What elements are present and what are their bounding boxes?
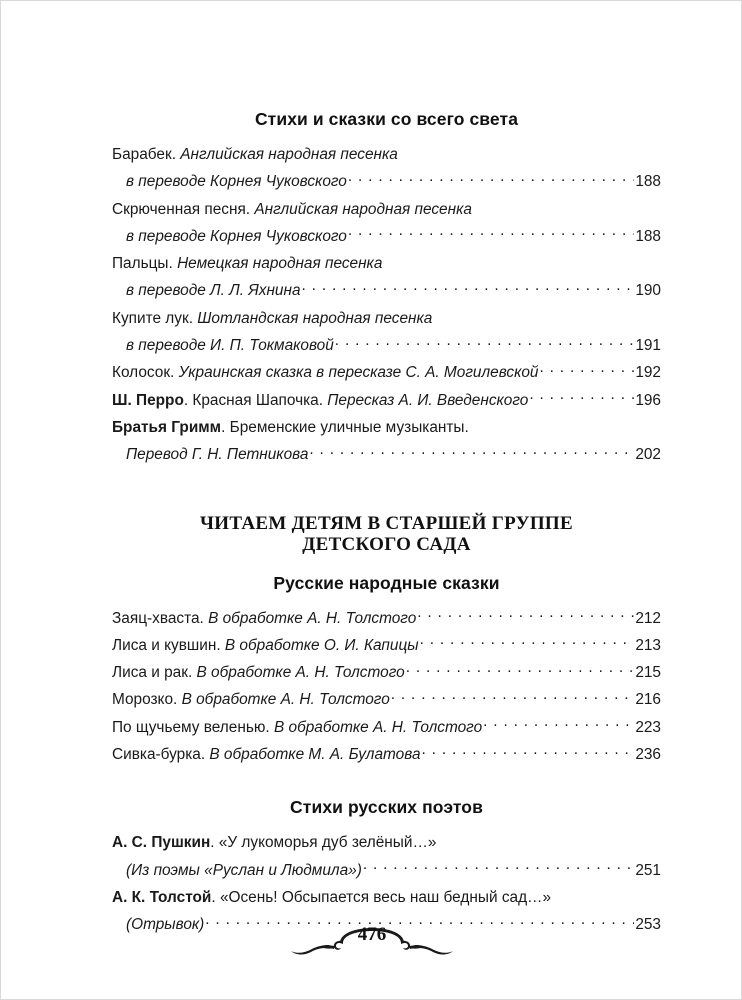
toc-entry-title: Сивка-бурка. В обработке М. А. Булатова — [112, 746, 421, 764]
toc-entry-title: Ш. Перро. Красная Шапочка. Пересказ А. И. Введенского — [112, 391, 529, 409]
section-heading-line-2: ДЕТСКОГО САДА — [302, 533, 471, 555]
toc-entry-title: Заяц-хваста. В обработке А. Н. Толстого — [112, 609, 417, 627]
toc-entry-line — [112, 332, 661, 359]
toc-entry-line — [112, 659, 661, 686]
toc-entry-line — [112, 632, 661, 659]
toc-entry-line — [112, 414, 661, 441]
toc-entry-line — [112, 605, 661, 632]
toc-page-number: 192 — [635, 364, 661, 382]
toc-entry-line — [112, 686, 661, 713]
toc-leader-dots — [406, 662, 635, 677]
toc-entry-title: По щучьему веленью. В обработке А. Н. Толстого — [112, 718, 483, 736]
toc-page-number: 188 — [635, 173, 661, 191]
toc-entry[interactable] — [112, 250, 661, 305]
toc-leader-dots — [417, 607, 634, 622]
toc-entry-title: Скрюченная песня. Английская народная песенка — [112, 200, 472, 218]
toc-entry-line — [112, 884, 661, 911]
subsection-heading-russian-folk-tales: Русские народные сказки — [273, 572, 500, 593]
toc-entry-title: в переводе Корнея Чуковского — [126, 227, 347, 245]
toc-leader-dots — [363, 859, 634, 874]
toc-entry-line — [112, 829, 661, 856]
toc-entry-line — [112, 223, 661, 250]
toc-entry-line — [112, 141, 661, 168]
toc-entry-title: Перевод Г. Н. Петникова — [126, 446, 309, 464]
toc-leader-dots — [539, 362, 634, 377]
toc-page-number: 236 — [635, 746, 661, 764]
toc-entry[interactable] — [112, 414, 661, 469]
toc-entry-line — [112, 441, 661, 468]
toc-page-number: 196 — [635, 391, 661, 409]
toc-entry[interactable] — [112, 741, 661, 768]
toc-entry[interactable] — [112, 359, 661, 386]
toc-page-number: 202 — [635, 446, 661, 464]
toc-entry-title: (Из поэмы «Руслан и Людмила») — [126, 861, 362, 879]
toc-content — [112, 1, 661, 939]
page-number: 476 — [357, 924, 387, 945]
toc-entry[interactable] — [112, 714, 661, 741]
toc-leader-dots — [309, 444, 634, 459]
toc-entry-line — [112, 387, 661, 414]
toc-entry[interactable] — [112, 196, 661, 251]
toc-entry-title: Барабек. Английская народная песенка — [112, 146, 398, 163]
toc-entry-title: А. К. Толстой. «Осень! Обсыпается весь наш бедный сад…» — [112, 888, 552, 906]
section-heading-world-poems: Стихи и сказки со всего света — [254, 109, 519, 129]
toc-entry-title: в переводе Корнея Чуковского — [126, 173, 347, 191]
toc-page-number: 212 — [635, 609, 661, 627]
toc-page-number: 188 — [635, 227, 661, 245]
toc-leader-dots — [335, 335, 635, 350]
toc-entry[interactable] — [112, 659, 661, 686]
toc-entry-title: А. С. Пушкин. «У лукоморья дуб зелёный…» — [112, 834, 437, 852]
toc-entry-line — [112, 714, 661, 741]
toc-entry[interactable] — [112, 141, 661, 196]
toc-entry-title: Пальцы. Немецкая народная песенка — [112, 255, 383, 273]
toc-entry-title: Братья Гримм. Бременские уличные музыканты. — [112, 418, 469, 436]
section-heading-older-group — [112, 513, 661, 555]
toc-page-number: 190 — [635, 282, 661, 300]
toc-entry-line — [112, 277, 661, 304]
toc-entry[interactable] — [112, 632, 661, 659]
toc-entry-line — [112, 857, 661, 884]
section-heading-line-1: ЧИТАЕМ ДЕТЯМ В СТАРШЕЙ ГРУППЕ — [200, 512, 573, 534]
toc-leader-dots — [302, 280, 635, 295]
toc-entry-line — [112, 359, 661, 386]
toc-leader-dots — [529, 389, 634, 404]
toc-entry-title: Колосок. Украинская сказка в пересказе С. А. Могилевской — [112, 364, 539, 382]
toc-entry-line — [112, 305, 661, 332]
entry-list-world-poems — [112, 141, 661, 469]
toc-entry[interactable] — [112, 387, 661, 414]
toc-leader-dots — [483, 716, 634, 731]
toc-entry-title: Купите лук. Шотландская народная песенка — [112, 309, 433, 327]
toc-entry-line — [112, 250, 661, 277]
toc-page-number: 253 — [635, 916, 661, 934]
toc-entry[interactable] — [112, 686, 661, 713]
toc-page-number: 215 — [635, 664, 661, 682]
footer-ornament — [277, 913, 467, 957]
entry-list-russian-folk-tales — [112, 605, 661, 769]
page-footer — [1, 913, 742, 962]
toc-entry-line — [112, 741, 661, 768]
toc-entry[interactable] — [112, 605, 661, 632]
toc-entry-title: Лиса и кувшин. В обработке О. И. Капицы — [112, 636, 419, 654]
toc-entry-title: в переводе Л. Л. Яхнина — [126, 282, 301, 300]
toc-entry-line — [112, 168, 661, 195]
toc-leader-dots — [420, 634, 635, 649]
toc-leader-dots — [422, 744, 635, 759]
toc-entry[interactable] — [112, 305, 661, 360]
toc-leader-dots — [348, 226, 634, 241]
toc-entry-line — [112, 196, 661, 223]
toc-page-number: 251 — [635, 861, 661, 879]
toc-entry-title: в переводе И. П. Токмаковой — [126, 337, 334, 355]
toc-leader-dots — [391, 689, 635, 704]
toc-page-number: 213 — [635, 636, 661, 654]
toc-leader-dots — [348, 171, 634, 186]
toc-page-number: 191 — [635, 337, 661, 355]
toc-entry-title: Лиса и рак. В обработке А. Н. Толстого — [112, 664, 405, 682]
toc-entry[interactable] — [112, 829, 661, 884]
toc-entry-title: Морозко. В обработке А. Н. Толстого — [112, 691, 390, 709]
toc-page-number: 216 — [635, 691, 661, 709]
toc-page-number: 223 — [635, 718, 661, 736]
toc-entry-title: (Отрывок) — [126, 916, 205, 934]
subsection-heading-russian-poets: Стихи русских поэтов — [290, 797, 483, 818]
